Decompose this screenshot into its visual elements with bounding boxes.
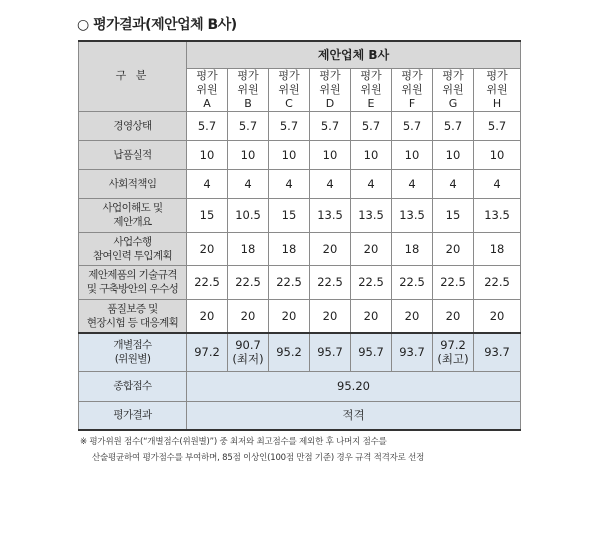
- evaluator-header-h: 평가 위원 H: [474, 68, 521, 111]
- score-cell: 22.5: [433, 265, 474, 299]
- total-score-value: 95.20: [187, 371, 521, 401]
- score-cell: 10: [474, 140, 521, 169]
- table-row: [79, 299, 521, 333]
- individual-score-row: [79, 333, 521, 371]
- row-label: 사회적책임: [79, 169, 187, 198]
- score-cell: 10.5: [228, 198, 269, 232]
- individual-score-cell: 97.2: [187, 333, 228, 371]
- score-cell: 18: [269, 232, 310, 265]
- score-cell: 4: [474, 169, 521, 198]
- score-cell: 22.5: [310, 265, 351, 299]
- score-cell: 5.7: [269, 111, 310, 140]
- table-row: [79, 198, 521, 232]
- footnote-line-2: 산술평균하여 평가점수를 부여하며, 85점 이상인(100점 만점 기준) 경우 규격 적격자로 선정: [92, 453, 425, 463]
- score-cell: 22.5: [392, 265, 433, 299]
- evaluator-header-a: 평가 위원 A: [187, 68, 228, 111]
- company-header-label: 제안업체 B사: [317, 47, 390, 62]
- score-cell: 20: [433, 299, 474, 333]
- score-cell: 20: [269, 299, 310, 333]
- score-cell: 5.7: [310, 111, 351, 140]
- section-title: ○ 평가결과(제안업체 B사): [77, 17, 237, 33]
- score-cell: 5.7: [433, 111, 474, 140]
- table-row: [79, 140, 521, 169]
- score-cell: 10: [228, 140, 269, 169]
- individual-score-cell: 95.2: [269, 333, 310, 371]
- individual-score-cell: 97.2 (최고): [433, 333, 474, 371]
- score-cell: 20: [187, 299, 228, 333]
- total-score-row: [79, 371, 521, 401]
- score-cell: 20: [433, 232, 474, 265]
- evaluator-header-d: 평가 위원 D: [310, 68, 351, 111]
- table-row: [79, 169, 521, 198]
- score-cell: 4: [310, 169, 351, 198]
- score-cell: 4: [228, 169, 269, 198]
- individual-score-cell: 95.7: [310, 333, 351, 371]
- company-header: [187, 41, 521, 68]
- score-cell: 18: [228, 232, 269, 265]
- score-cell: 20: [474, 299, 521, 333]
- score-cell: 10: [433, 140, 474, 169]
- row-label: 사업이해도 및 제안개요: [79, 198, 187, 232]
- score-cell: 20: [392, 299, 433, 333]
- individual-score-label: 개별점수 (위원별): [79, 333, 187, 371]
- table-row: [79, 232, 521, 265]
- score-cell: 10: [269, 140, 310, 169]
- score-cell: 15: [187, 198, 228, 232]
- row-label: 경영상태: [79, 111, 187, 140]
- score-cell: 5.7: [351, 111, 392, 140]
- evaluator-header-b: 평가 위원 B: [228, 68, 269, 111]
- score-cell: 22.5: [474, 265, 521, 299]
- score-cell: 20: [351, 232, 392, 265]
- score-cell: 20: [310, 299, 351, 333]
- score-cell: 4: [351, 169, 392, 198]
- score-cell: 4: [433, 169, 474, 198]
- score-cell: 22.5: [351, 265, 392, 299]
- score-cell: 5.7: [228, 111, 269, 140]
- score-cell: 22.5: [187, 265, 228, 299]
- evaluator-header-c: 평가 위원 C: [269, 68, 310, 111]
- score-cell: 22.5: [228, 265, 269, 299]
- score-cell: 4: [269, 169, 310, 198]
- table-row: [79, 265, 521, 299]
- score-cell: 13.5: [351, 198, 392, 232]
- individual-score-cell: 93.7: [474, 333, 521, 371]
- score-cell: 4: [392, 169, 433, 198]
- score-cell: 13.5: [392, 198, 433, 232]
- score-cell: 18: [474, 232, 521, 265]
- score-cell: 13.5: [474, 198, 521, 232]
- score-cell: 22.5: [269, 265, 310, 299]
- individual-score-cell: 93.7: [392, 333, 433, 371]
- category-header: [79, 41, 187, 111]
- row-label: 제안제품의 기술규격 및 구축방안의 우수성: [79, 265, 187, 299]
- score-cell: 10: [351, 140, 392, 169]
- score-cell: 5.7: [474, 111, 521, 140]
- score-cell: 15: [269, 198, 310, 232]
- score-cell: 5.7: [392, 111, 433, 140]
- evaluation-results-table: [78, 40, 521, 431]
- row-label: 품질보증 및 현장시험 등 대응계획: [79, 299, 187, 333]
- footnote-line-1: ※ 평가위원 점수(“개별점수(위원별)”) 중 최저와 최고점수를 제외한 후 나머지 점수를: [80, 437, 387, 447]
- result-row: [79, 401, 521, 430]
- evaluator-header-g: 평가 위원 G: [433, 68, 474, 111]
- score-cell: 20: [310, 232, 351, 265]
- score-cell: 10: [392, 140, 433, 169]
- score-cell: 18: [392, 232, 433, 265]
- total-score-label: 종합점수: [79, 371, 187, 401]
- score-cell: 20: [351, 299, 392, 333]
- score-cell: 20: [187, 232, 228, 265]
- evaluator-header-f: 평가 위원 F: [392, 68, 433, 111]
- individual-score-cell: 95.7: [351, 333, 392, 371]
- category-header-label: 구 분: [115, 69, 150, 83]
- result-value: 적격: [187, 401, 521, 430]
- score-cell: 4: [187, 169, 228, 198]
- score-cell: 10: [310, 140, 351, 169]
- row-label: 사업수행 참여인력 투입계획: [79, 232, 187, 265]
- row-label: 납품실적: [79, 140, 187, 169]
- individual-score-cell: 90.7 (최저): [228, 333, 269, 371]
- evaluator-header-e: 평가 위원 E: [351, 68, 392, 111]
- score-cell: 10: [187, 140, 228, 169]
- score-cell: 15: [433, 198, 474, 232]
- score-cell: 20: [228, 299, 269, 333]
- table-row: [79, 111, 521, 140]
- score-cell: 5.7: [187, 111, 228, 140]
- result-label: 평가결과: [79, 401, 187, 430]
- score-cell: 13.5: [310, 198, 351, 232]
